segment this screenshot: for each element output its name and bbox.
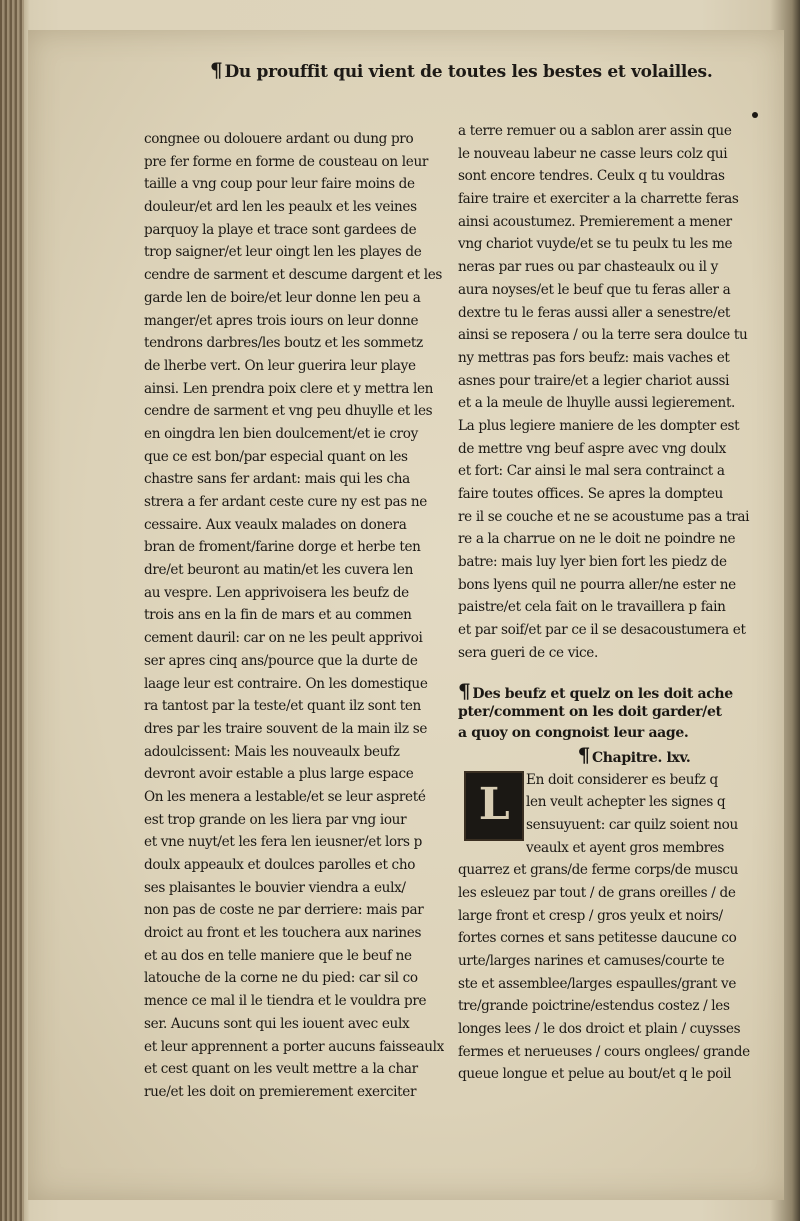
text-line: et fort: Car ainsi le mal sera contrainct a bbox=[458, 463, 725, 480]
text-line: rue/et les doit on premierement exerciter bbox=[144, 1083, 417, 1100]
text-line: faire toutes offices. Se apres la domptеu bbox=[458, 486, 723, 502]
text-line: La plus legiere maniere de les dompter est bbox=[458, 417, 740, 434]
text-line: de mettre vng beuf aspre avec vng doulx bbox=[458, 440, 726, 457]
text-line: vng chariot vuyde/et se tu peulx tu les me bbox=[458, 236, 733, 253]
text-line: parquoy la playe et trace sont gardees de bbox=[144, 221, 417, 238]
text-line: trois ans en la fin de mars et au commen bbox=[144, 607, 412, 624]
running-head-text: Du prouffit qui vient de toutes les bestes et volailles. bbox=[224, 62, 713, 82]
text-line: garde len de boire/et leur donne len peu a bbox=[144, 289, 421, 306]
text-line: de lherbe vert. On leur guerira leur playe bbox=[144, 357, 416, 374]
text-line: au vespre. Len apprivoisera les beufz de bbox=[144, 584, 409, 601]
text-line: doulx appeaulx et doulces parolles et cho bbox=[144, 857, 416, 873]
text-line: et cest quant on les veult mettre a la char bbox=[144, 1061, 418, 1078]
chapter-body bbox=[458, 859, 770, 1086]
chapter-number-text: Chapitre. lxv. bbox=[592, 749, 691, 766]
text-line: bran de froment/farine dorge et herbe ten bbox=[144, 539, 421, 556]
heading-line: ¶ Des beufz et quelz on les doit ache bbox=[458, 680, 733, 702]
text-line: douleur/et ard len les peaulx et les veines bbox=[144, 199, 417, 216]
text-line: sera gueri de ce vice. bbox=[458, 644, 598, 661]
text-line: ste et assemblee/larges espaulles/grant ve bbox=[458, 975, 737, 992]
text-line: re a la charrue on ne le doit ne poindre ne bbox=[458, 531, 736, 548]
text-line: latouche de la corne ne du pied: car sil co bbox=[144, 970, 418, 987]
text-line: et par soif/et par ce il se desacoustumera et bbox=[458, 622, 746, 639]
text-line: chastre sans fer ardant: mais qui les cha bbox=[144, 471, 410, 488]
right-column bbox=[458, 120, 770, 1086]
text-line: laage leur est contraire. On les domestique bbox=[144, 675, 428, 692]
text-line: batre: mais luy lyer bien fort les piedz de bbox=[458, 554, 727, 571]
left-column bbox=[144, 128, 444, 1104]
pilcrow-icon: ¶ bbox=[577, 742, 590, 767]
text-line: urte/larges narines et camuses/courte te bbox=[458, 953, 725, 969]
text-line: ser apres cinq ans/pource que la durte de bbox=[144, 652, 418, 669]
text-line: ainsi. Len prendra poix clere et y mettra len bbox=[144, 380, 434, 397]
text-line: est trop grande on les liera par vng iour bbox=[144, 811, 407, 828]
text-line: dre/et beuront au matin/et les cuvera len bbox=[144, 562, 414, 579]
text-line: fermes et nerueuses / cours onglees/ grande bbox=[458, 1043, 750, 1060]
text-line: queue longue et pelue au bout/et q le poil bbox=[458, 1066, 732, 1083]
text-line: tendrons darbres/les boutz et les sommetz bbox=[144, 335, 423, 352]
text-line: longes lees / le dos droict et plain / cuysses bbox=[458, 1021, 741, 1038]
text-line: En doit considerer es beufz q bbox=[526, 771, 718, 788]
text-line: devront avoir estable a plus large espace bbox=[144, 766, 414, 783]
pilcrow-icon: ¶ bbox=[210, 58, 223, 82]
text-line: tre/grande poictrine/estendus costez / les bbox=[458, 998, 730, 1015]
chapter-opening bbox=[458, 769, 770, 860]
text-line: les esleuez par tout / de grans oreilles / de bbox=[458, 884, 736, 901]
text-line: fortes cornes et sans petitesse daucune co bbox=[458, 930, 737, 947]
text-line: en oingdra len bien doulcement/et ie croy bbox=[144, 425, 418, 442]
running-head bbox=[210, 58, 713, 82]
text-line: paistre/et cela fait on le travaillera p fain bbox=[458, 599, 726, 616]
text-line: le nouveau labeur ne casse leurs colz qui bbox=[458, 145, 728, 162]
text-line: et vne nuyt/et les fera len ieusner/et lors p bbox=[144, 834, 422, 851]
right-column-text bbox=[458, 120, 770, 665]
text-line: len veult achepter les signes q bbox=[526, 794, 726, 811]
text-line: On les menera a lestable/et se leur aspreté bbox=[144, 788, 426, 805]
text-line: ainsi acoustumez. Premierement a mener bbox=[458, 213, 732, 230]
text-line: trop saigner/et leur oingt len les playes de bbox=[144, 244, 422, 261]
text-line: large front et cresp / gros yeulx et noirs/ bbox=[458, 907, 723, 924]
text-line: cendre de sarment et vng peu dhuylle et les bbox=[144, 403, 433, 420]
text-line: neras par rues ou par chasteaulx ou il y bbox=[458, 259, 718, 276]
text-line: a terre remuer ou a sablon arer assin que bbox=[458, 123, 732, 139]
ink-spot bbox=[752, 112, 758, 118]
text-line: droict au front et les touchera aux narines bbox=[144, 925, 422, 942]
chapter-heading bbox=[458, 681, 770, 744]
text-line: non pas de coste ne par derriere: mais par bbox=[144, 902, 424, 919]
text-line: cendre de sarment et descume dargent et les bbox=[144, 267, 443, 284]
text-line: mence ce mal il le tiendra et le vouldra pre bbox=[144, 993, 427, 1010]
heading-line: pter/comment on les doit garder/et bbox=[458, 703, 722, 720]
text-line: congnee ou dolouere ardant ou dung pro bbox=[144, 131, 414, 147]
page-edges bbox=[0, 0, 24, 1221]
text-line: ser. Aucuns sont qui les iouent avec eulx bbox=[144, 1015, 410, 1032]
chapter-number bbox=[458, 744, 770, 769]
text-line: strera a fer ardant ceste cure ny est pas ne bbox=[144, 494, 427, 510]
text-line: que ce est bon/par especial quant on les bbox=[144, 448, 408, 465]
pilcrow-icon: ¶ bbox=[458, 680, 471, 702]
text-line: ses plaisantes le bouvier viendra a eulx/ bbox=[144, 879, 406, 896]
text-line: asnes pour traire/et a legier chariot aussi bbox=[458, 372, 730, 389]
text-line: et leur apprennent a porter aucuns faisseaulx bbox=[144, 1038, 444, 1055]
heading-line: a quoy on congnoist leur aage. bbox=[458, 724, 689, 741]
text-line: bons lyens quil ne pourra aller/ne ester ne bbox=[458, 576, 736, 593]
text-line: et au dos en telle maniere que le beuf ne bbox=[144, 947, 412, 964]
text-line: cessaire. Aux veaulx malades on donera bbox=[144, 516, 407, 533]
text-line: faire traire et exerciter a la charrette feras bbox=[458, 191, 739, 208]
text-line: ny mettras pas fors beufz: mais vaches et bbox=[458, 349, 730, 366]
text-line: cement dauril: car on ne les peult apprivoi bbox=[144, 630, 423, 647]
text-line: dres par les traire souvent de la main ilz se bbox=[144, 720, 428, 737]
decorated-initial: L bbox=[464, 771, 524, 841]
text-line: ainsi se reposera / ou la terre sera doulce tu bbox=[458, 327, 748, 344]
text-line: ra tantost par la teste/et quant ilz sont ten bbox=[144, 698, 421, 715]
text-line: veaulx et ayent gros membres bbox=[526, 839, 725, 856]
text-line: sensuyuent: car quilz soient nou bbox=[526, 816, 738, 833]
text-line: sont encore tendres. Ceulx q tu vouldras bbox=[458, 168, 725, 185]
text-line: dextre tu le feras aussi aller a senestre/et bbox=[458, 304, 731, 321]
text-line: aura noyses/et le beuf que tu feras aller a bbox=[458, 281, 731, 298]
text-line: quarrez et grans/de ferme corps/de muscu bbox=[458, 862, 739, 879]
text-line: taille a vng coup pour leur faire moins de bbox=[144, 176, 415, 193]
text-line: re il se couche et ne se acoustume pas a trai bbox=[458, 508, 750, 525]
text-line: adoulcissent: Mais les nouveaulx beufz bbox=[144, 743, 400, 760]
text-line: manger/et apres trois iours on leur donne bbox=[144, 312, 419, 329]
text-line: pre fer forme en forme de cousteau on leur bbox=[144, 153, 429, 170]
text-line: et a la meule de lhuylle aussi legierement. bbox=[458, 395, 736, 412]
